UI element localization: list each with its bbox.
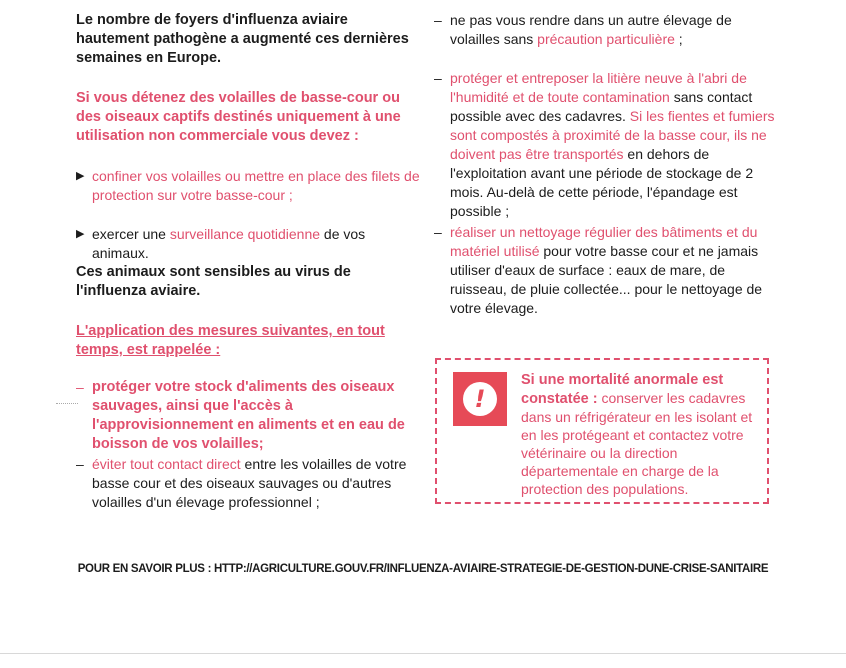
bullet-item-surveillance	[76, 225, 420, 263]
bullet-text-part: exercer une	[92, 226, 170, 242]
alert-title: Si une mortalité anormale est constatée :	[521, 372, 724, 407]
bullet-text-part: de vos animaux.	[92, 226, 366, 261]
measure-text-highlight: Si les fientes et fumiers sont compostés à proximité de la basse cour, ils ne doivent pas être transportés	[450, 108, 775, 162]
measure-text	[450, 11, 776, 49]
measure-text-highlight: protéger et entreposer la litière neuve à l'abri de l'humidité et de toute contamination	[450, 70, 747, 105]
triangle-bullet-icon: ▶	[76, 170, 85, 182]
alert-icon-badge	[453, 372, 507, 426]
measure-text-part: sans contact possible avec des cadavres.	[450, 89, 753, 124]
footer-link-text: POUR EN SAVOIR PLUS : HTTP://AGRICULTURE.GOUV.FR/INFLUENZA-AVIAIRE-STRATEGIE-DE-GESTION-DUNE-CRISE-SANITAIRE	[77, 563, 769, 575]
bullet-text-highlight: surveillance quotidienne	[169, 226, 321, 242]
measure-text-part: en dehors de l'exploitation avant une période de stockage de 2 mois. Au-delà de cette période, l'épandage est possible ;	[450, 146, 754, 219]
measure-item-litter	[434, 69, 776, 221]
dash-bullet: –	[434, 224, 442, 240]
measure-text-highlight: réaliser un nettoyage régulier des bâtiments et du matériel utilisé	[450, 224, 758, 259]
measure-text	[450, 69, 776, 221]
alert-body: conserver les cadavres dans un réfrigérateur en les isolant et en les protégeant et contactez votre vétérinaire ou la direction départementale en charge de la protection des populations.	[521, 390, 753, 497]
sensitive-paragraph: Ces animaux sont sensibles au virus de l'influenza aviaire.	[76, 264, 351, 299]
page-bottom-rule	[0, 653, 846, 654]
measure-text	[450, 223, 776, 318]
bullet-text: confiner vos volailles ou mettre en place des filets de protection sur votre basse-cour ;	[92, 168, 420, 203]
dash-bullet: –	[76, 456, 84, 472]
alert-box	[435, 358, 769, 504]
measures-heading: L'application des mesures suivantes, en tout temps, est rappelée :	[76, 323, 385, 358]
measure-text-part: ne pas vous rendre dans un autre élevage de volailles sans	[450, 12, 732, 47]
measure-text-part: ;	[674, 31, 683, 47]
exclamation-icon: !	[463, 382, 497, 416]
subheading: Si vous détenez des volailles de basse-cour ou des oiseaux captifs destinés uniquement à une utilisation non commerciale vous devez :	[76, 90, 401, 144]
measure-text-part: pour votre basse cour et ne jamais utiliser d'eaux de surface : eaux de mare, de ruisseau, de pluie collectée... pour le nettoyage de votre élevage.	[450, 243, 763, 316]
measure-text-part: entre les volailles de votre basse cour et des oiseaux sauvages ou d'autres volailles d'un élevage professionnel ;	[92, 456, 407, 510]
measure-item-contact	[76, 455, 420, 512]
measure-text: protéger votre stock d'aliments des oiseaux sauvages, ainsi que l'accès à l'approvisionnement en aliments et en eau de boisson de vos volailles;	[92, 379, 405, 452]
dash-bullet: –	[76, 379, 84, 395]
measure-text	[92, 455, 420, 512]
dash-bullet: –	[434, 70, 442, 86]
margin-mark	[56, 403, 78, 405]
measure-text-highlight: précaution particulière	[537, 31, 675, 47]
triangle-bullet-icon: ▶	[76, 228, 85, 240]
bullet-text	[92, 225, 420, 263]
measure-item-visit	[434, 11, 776, 49]
bullet-item-confine	[76, 167, 420, 205]
alert-text	[521, 370, 761, 498]
measure-text-highlight: éviter tout contact direct	[92, 456, 241, 472]
intro-paragraph: Le nombre de foyers d'influenza aviaire hautement pathogène a augmenté ces dernières semaines en Europe.	[76, 12, 409, 66]
dash-bullet: –	[434, 12, 442, 28]
measure-item-stock	[76, 378, 420, 454]
measure-item-cleaning	[434, 223, 776, 318]
